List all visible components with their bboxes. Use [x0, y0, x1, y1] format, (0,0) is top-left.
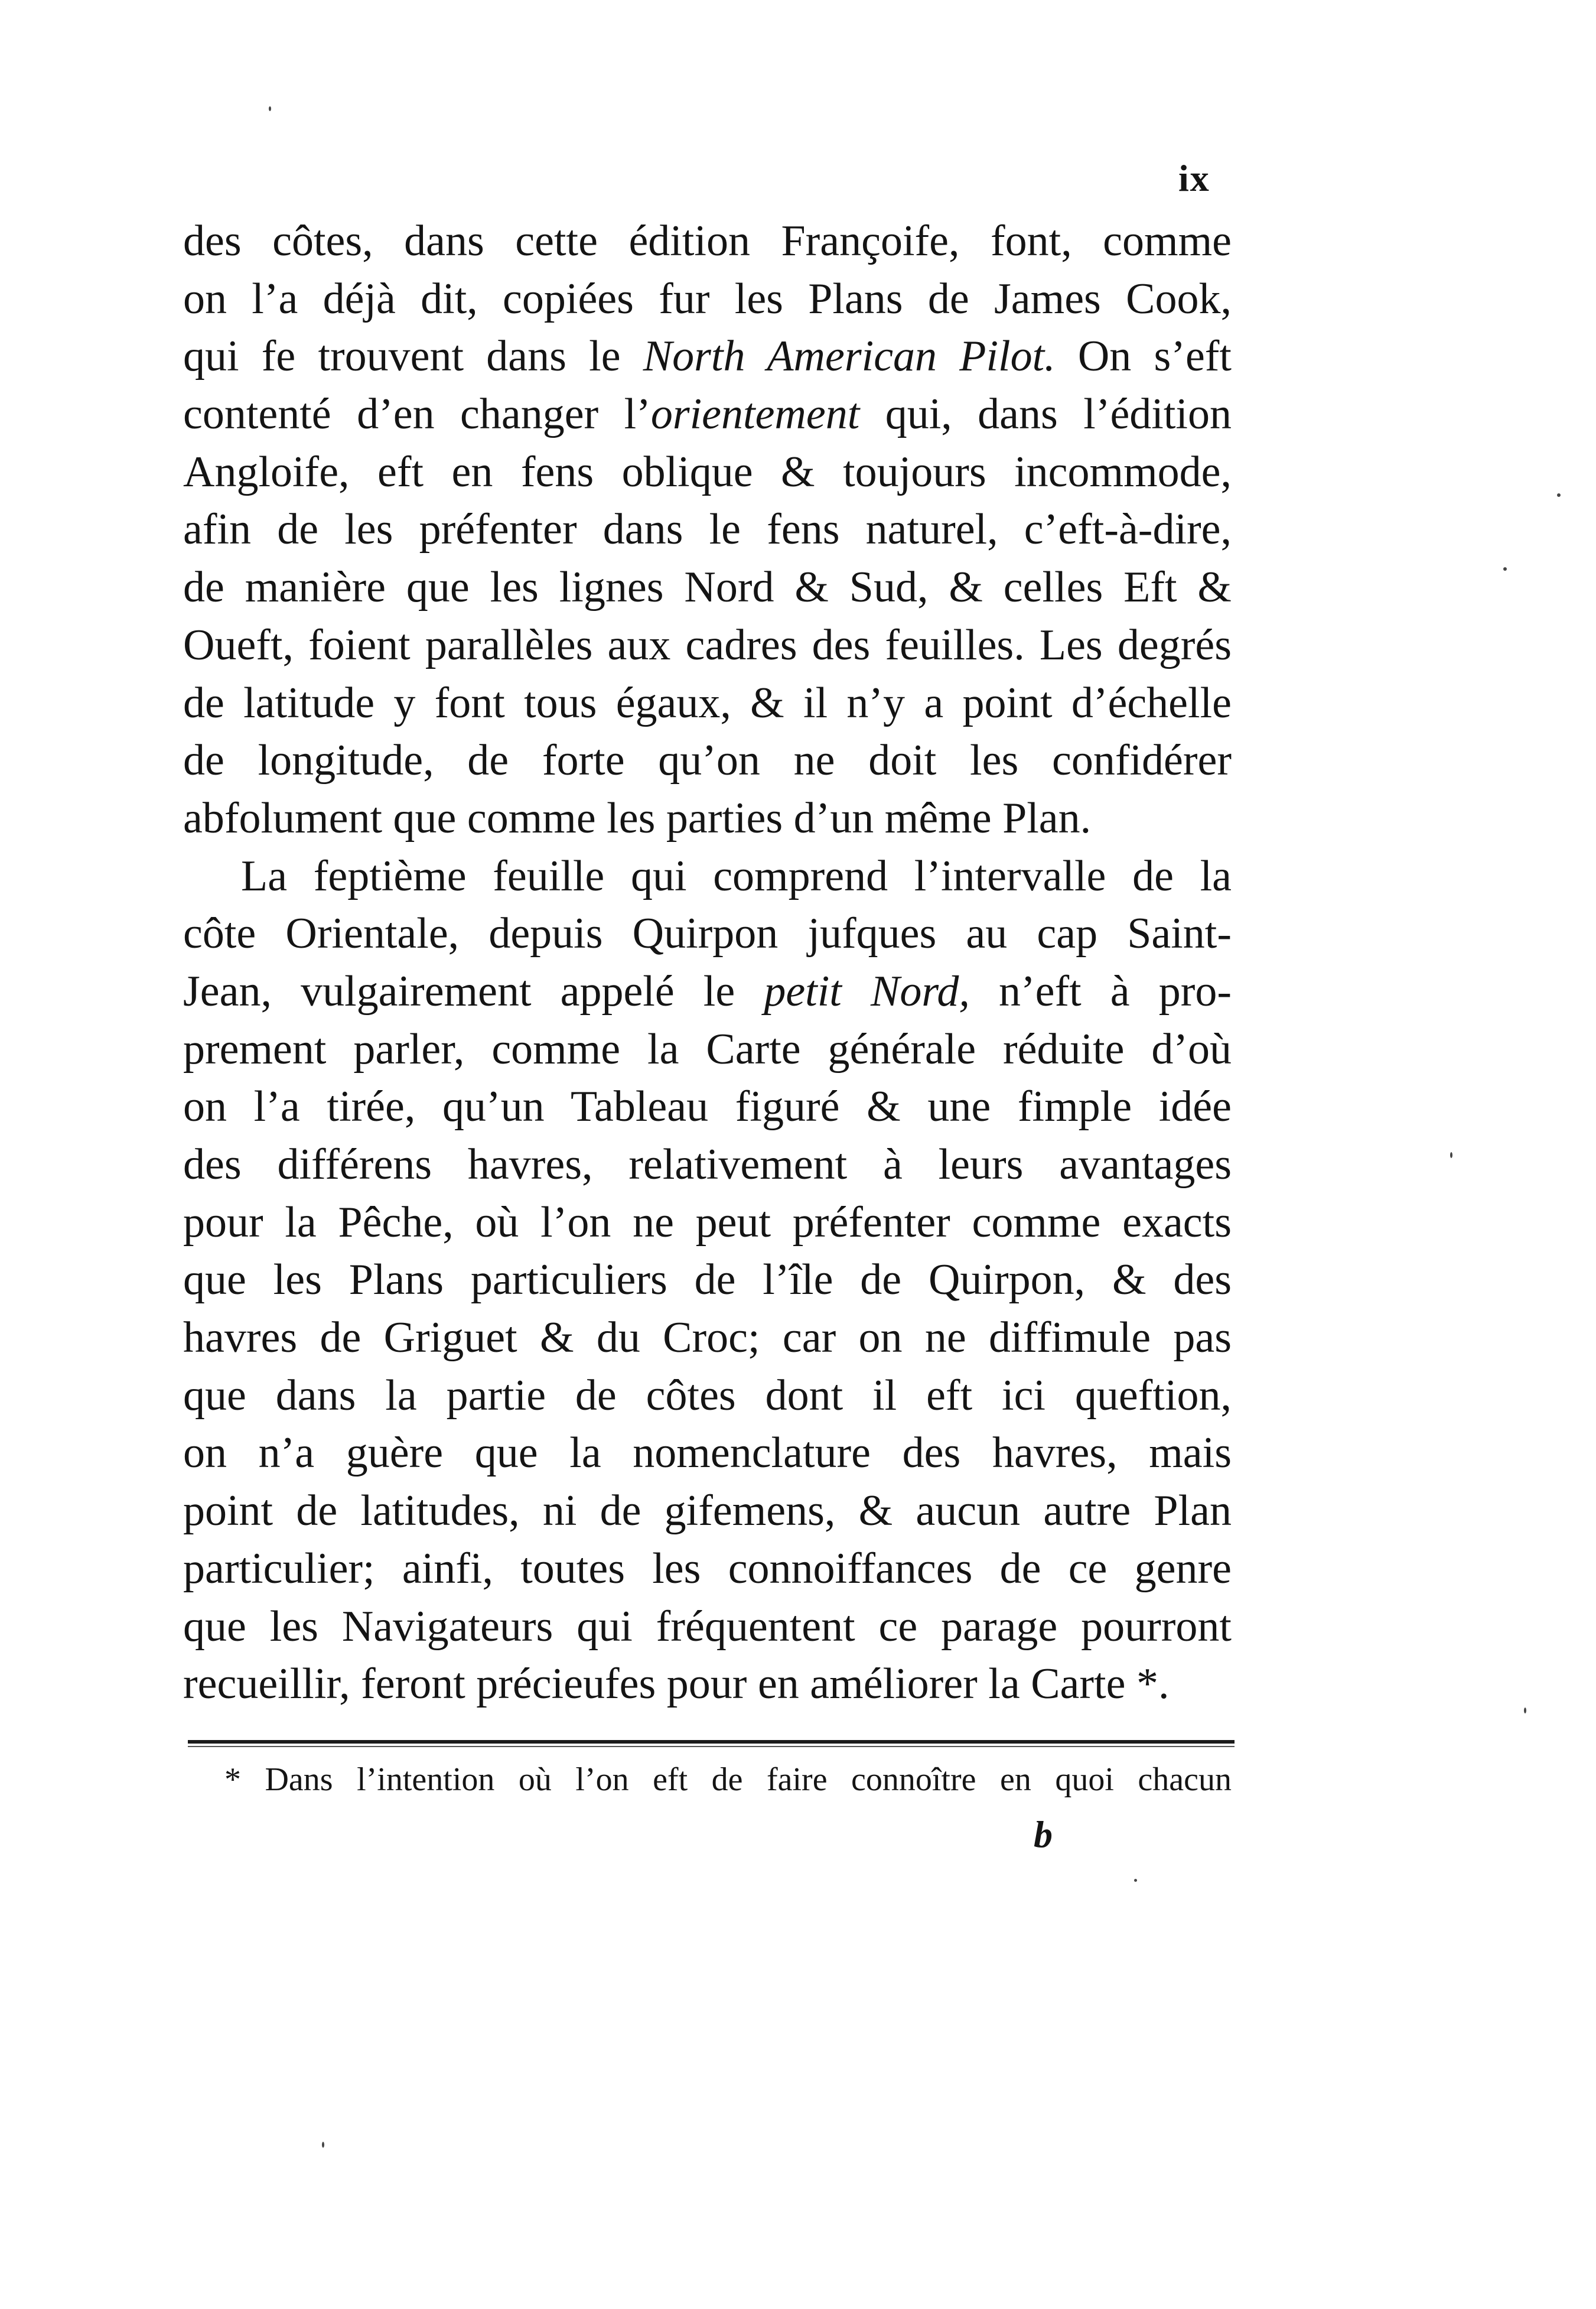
- text-segment: n’eft à pro-: [969, 967, 1232, 1016]
- text-segment: Angloife, eft en fens oblique & toujours incommode,: [183, 447, 1232, 496]
- scan-speck: [322, 2142, 324, 2148]
- scan-speck: [1134, 1879, 1137, 1882]
- footnote: * Dans l’intention où l’on eft de faire connoître en quoi chacun: [224, 1761, 1232, 1798]
- footnote-rule-thin: [188, 1746, 1235, 1747]
- text-line: [183, 213, 1232, 271]
- text-segment: que dans la partie de côtes dont il eft ici queftion,: [183, 1371, 1232, 1420]
- text-line: [183, 559, 1232, 617]
- text-line: [183, 271, 1232, 329]
- text-line: [183, 1194, 1232, 1252]
- text-segment: de manière que les lignes Nord & Sud, & celles Eft &: [183, 563, 1232, 612]
- scan-speck: [269, 106, 271, 111]
- text-segment: point de latitudes, ni de gifemens, & aucun autre Plan: [183, 1487, 1232, 1536]
- text-line: [183, 1078, 1232, 1136]
- text-line: [183, 1136, 1232, 1194]
- text-line: [183, 617, 1232, 675]
- text-segment: particulier; ainfi, toutes les connoiffances de ce genre: [183, 1544, 1232, 1593]
- text-line: [183, 905, 1232, 963]
- scan-speck: [1503, 567, 1507, 571]
- italic-segment: petit Nord,: [764, 967, 970, 1016]
- text-segment: que les Plans particuliers de l’île de Quirpon, & des: [183, 1256, 1232, 1305]
- scan-speck: [1450, 1152, 1452, 1158]
- text-line: [183, 328, 1232, 386]
- text-segment: que les Navigateurs qui fréquentent ce parage pourront: [183, 1602, 1232, 1651]
- text-segment: Jean, vulgairement appelé le: [183, 967, 764, 1016]
- italic-segment: North American Pilot.: [643, 332, 1056, 381]
- text-segment: Oueft, foient parallèles aux cadres des feuilles. Les degrés: [183, 620, 1232, 669]
- text-segment: On s’eft: [1055, 332, 1232, 381]
- text-line: [183, 1540, 1232, 1598]
- text-line: [183, 501, 1232, 559]
- text-segment: de longitude, de forte qu’on ne doit les confidérer: [183, 736, 1232, 785]
- text-line: [183, 675, 1232, 733]
- page-number: ix: [1178, 157, 1210, 199]
- text-line: [183, 1482, 1232, 1540]
- text-line: [183, 790, 1232, 848]
- text-segment: La feptième feuille qui comprend l’intervalle de la: [241, 851, 1232, 900]
- text-line: [183, 1425, 1232, 1482]
- text-segment: on l’a tirée, qu’un Tableau figuré & une fimple idée: [183, 1082, 1232, 1131]
- text-line: [183, 1367, 1232, 1425]
- text-segment: abfolument que comme les parties d’un même Plan.: [183, 793, 1092, 843]
- footnote-rule: [188, 1740, 1235, 1744]
- text-line: [183, 963, 1232, 1021]
- text-segment: havres de Griguet & du Croc; car on ne diffimule pas: [183, 1313, 1232, 1362]
- italic-segment: orientement: [650, 390, 860, 439]
- text-segment: de latitude y font tous égaux, & il n’y a point d’échelle: [183, 678, 1232, 727]
- text-segment: des différens havres, relativement à leurs avantages: [183, 1140, 1232, 1189]
- scan-speck: [1557, 493, 1561, 497]
- text-segment: afin de les préfenter dans le fens naturel, c’eft-à-dire,: [183, 505, 1232, 554]
- text-line: [183, 1251, 1232, 1309]
- text-segment: on l’a déjà dit, copiées fur les Plans de James Cook,: [183, 274, 1232, 323]
- scan-speck: [1524, 1708, 1526, 1713]
- text-line: [183, 848, 1232, 906]
- text-line: [183, 1656, 1232, 1713]
- text-segment: qui, dans l’édition: [859, 390, 1232, 439]
- text-segment: recueillir, feront précieufes pour en améliorer la Carte *.: [183, 1660, 1170, 1709]
- signature-mark: b: [1034, 1813, 1053, 1855]
- text-segment: qui fe trouvent dans le: [183, 332, 643, 381]
- text-line: [183, 1598, 1232, 1656]
- text-line: [183, 444, 1232, 502]
- text-segment: prement parler, comme la Carte générale réduite d’où: [183, 1025, 1232, 1074]
- text-segment: contenté d’en changer l’: [183, 390, 651, 439]
- body-text: [183, 213, 1232, 1713]
- text-segment: des côtes, dans cette édition Françoife, font, comme: [183, 217, 1232, 265]
- text-segment: on n’a guère que la nomenclature des havres, mais: [183, 1429, 1232, 1478]
- text-line: [183, 1021, 1232, 1079]
- text-line: [183, 386, 1232, 444]
- text-segment: côte Orientale, depuis Quirpon jufques au cap Saint-: [183, 909, 1232, 958]
- text-line: [183, 732, 1232, 790]
- text-line: [183, 1309, 1232, 1367]
- text-segment: pour la Pêche, où l’on ne peut préfenter comme exacts: [183, 1198, 1232, 1247]
